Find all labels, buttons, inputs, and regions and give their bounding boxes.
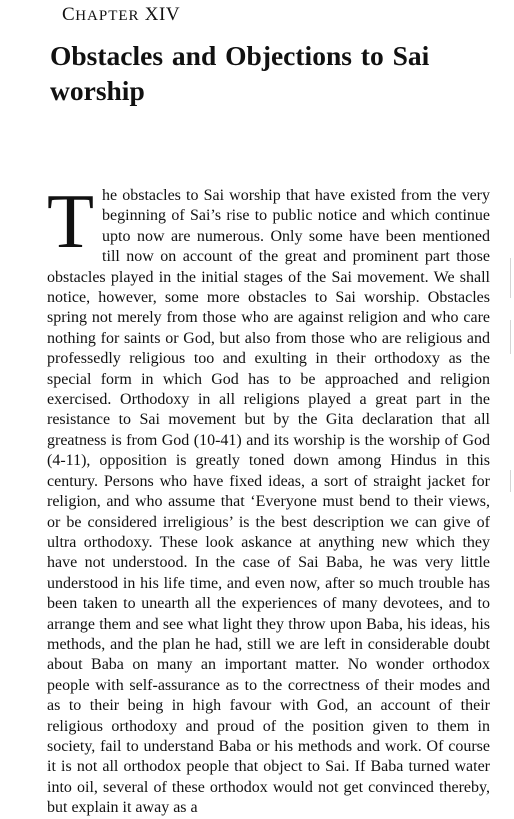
scan-edge-mark — [510, 320, 511, 354]
chapter-title: Obstacles and Objections to Sai worship — [50, 40, 430, 106]
chapter-number: XIV — [144, 4, 181, 25]
chapter-label — [62, 4, 180, 27]
body-text: he obstacles to Sai worship that have existed from the very beginning of Sai’s rise to public notice and which continue upto now are numerous. Only some have been mentioned till now on account of the great and prominent part those obstacles played in the initial stages of the Sai movement. We shall notice, however, some more obstacles to Sai worship. Obstacles spring not merely from those who are against religion and who care nothing for saints or God, but also from those who are religious and professedly religious too and exulting in their orthodoxy as the special form in which God has to be approached and religion exercised. Orthodoxy in all religions played a great part in the resistance to Sai movement but by the Gita declaration that all greatness is from God (10-41) and its worship is the worship of God (4-11), opposition is greatly toned down among Hindus in this century. Persons who have fixed ideas, a sort of straight jacket for religion, and who assume that ‘Everyone must bend to their views, or be considered irreligious’ is the best description we can give of ultra orthodoxy. These look askance at anything new which they have not understood. In the case of Sai Baba, he was very little understood in his life time, and even now, after so much trouble has been taken to unearth all the experiences of many devotees, and to arrange them and see what light they throw upon Baba, his ideas, his methods, and the plan he had, still we are left in considerable doubt about Baba on many an important matter. No wonder orthodox people with self-assurance as to the correctness of their modes and as to their being in high favour with God, an account of their religious orthodoxy and proud of the position given to them in society, fail to understand Baba or his methods and work. Of course it is not all orthodox people that object to Sai. If Baba turned water into oil, several of these orthodox would not get convinced thereby, but explain it away as a — [47, 187, 490, 817]
drop-cap: T — [47, 178, 95, 264]
body-paragraph — [47, 178, 490, 819]
scan-edge-mark — [510, 258, 511, 298]
chapter-label-rest: HAPTER — [75, 8, 140, 24]
chapter-label-initial: C — [62, 4, 76, 25]
scan-edge-mark — [510, 470, 511, 492]
